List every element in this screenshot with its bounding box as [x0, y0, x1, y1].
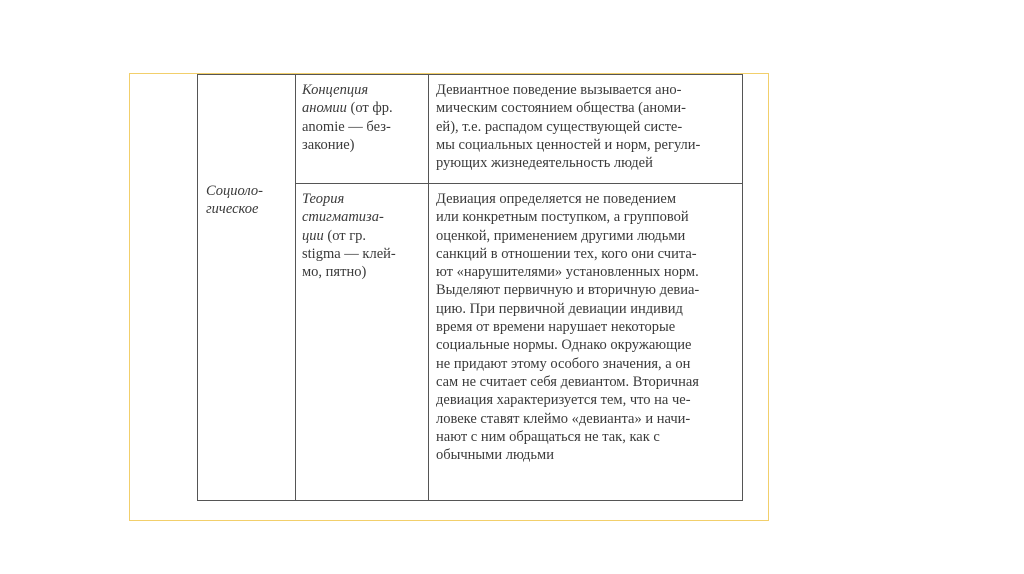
concept-name-anomie: Концепция аномии [302, 82, 369, 117]
concept-detail-stigmatization: (от гр. stigma — клей- мо, пятно) [302, 227, 396, 281]
description-stigmatization: Девиация определяется не поведением или конкретным поступком, а групповой оценкой, применением другими людьми санкций в отношении тех, кого они счита- ют «нарушителями» установленных норм. Выделяют первичную и вторичную девиа- цию. При первичной девиации индивид время от времени нарушает некоторые социальные нормы. Однако окружающие не придают этому особого значения, а он сам не считает себя девиантом. Вторичная девиация характеризуется тем, что на че- ловеке ставят клеймо «девианта» и начи- нают с ним обращаться не так, как с обычными людьми [436, 191, 700, 464]
category-cell [206, 182, 290, 219]
description-cell-anomie [436, 81, 738, 172]
concept-cell-anomie [302, 81, 422, 154]
concept-cell-stigmatization [302, 190, 422, 281]
description-cell-stigmatization [436, 190, 738, 464]
column-divider-2 [428, 75, 429, 500]
column-divider-1 [295, 75, 296, 500]
concept-detail-anomie: (от фр. anomie — без- законие) [302, 100, 393, 153]
description-anomie: Девиантное поведение вызывается ано- мическим состоянием общества (аноми- ей), т.е. распадом существующей систе- мы социальных ценностей и норм, регули- рующих жизнедеятельность людей [436, 82, 701, 172]
deviance-theories-table [197, 74, 743, 501]
row-divider [295, 183, 742, 184]
concept-name-stigmatization: Теория стигматиза- ции [302, 191, 384, 244]
category-label: Социоло- гическое [206, 183, 263, 218]
